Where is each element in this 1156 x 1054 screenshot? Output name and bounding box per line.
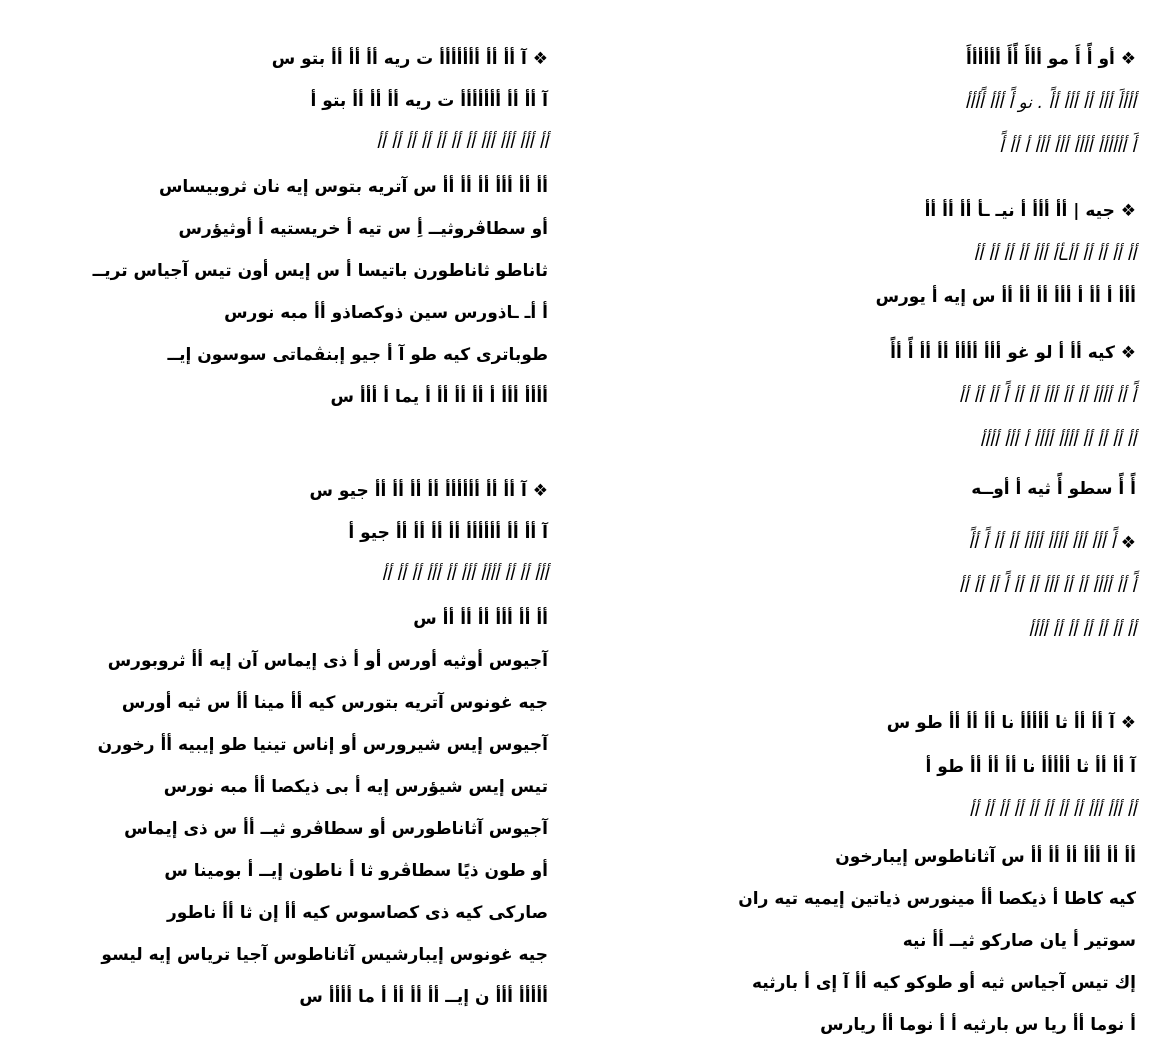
- text-line: جيه غونوس إيبارشيس آثاناطوس آجيا ترياس إيه ليسو: [101, 945, 548, 965]
- neume-line: أأ أأأ أأأ أأأ أأ أأ أأ أأ أأ أأ أأ: [375, 133, 548, 153]
- text-line: آ أأ أأ أأأأأأ أأ أأ أأ أأ جيو أ: [348, 523, 548, 543]
- neume-line: أَ أأأأأأ أأأأ أأأ أأأ أ أأ أً: [998, 137, 1136, 157]
- neume-line: ❖ أً أأأ أأأ أأأأ أأأأ أأ أأ أً أأً: [968, 533, 1136, 553]
- text-line: ❖ جيه | أأ أأأ أ نيـ ـأ أأ أأ أأ: [924, 201, 1136, 221]
- neume-line: أً أأ أأأأ أأ أأ أأأ أأ أأ أً أأ أأ أأ: [958, 577, 1136, 597]
- text-line: تيس إيس شيؤرس إيه أ بى ذيكصا أأ مبه نورس: [163, 777, 548, 797]
- text-line: أأ أأ أأأ أأ أأ أأ س: [413, 609, 548, 629]
- neume-line: أً أأ أأأأ أأ أأ أأأ أأ أأ أً أأ أأ أأ: [958, 387, 1136, 407]
- text-line: صاركى كيه ذى كصاسوس كيه أأ إن ثا أأ ناطور: [166, 903, 548, 923]
- text-line: أأأأ أأأ أ أأ أأ أأ أ يما أ أأأ س: [330, 387, 548, 407]
- text-line: أو طون ذيًا سطاڤرو ثا أ ناطون إيــ أ بومينا س: [164, 861, 548, 881]
- text-line: ثاناطو ثاناطورن باتيسا أ س إيس أون تيس آجياس تريــ: [92, 261, 548, 281]
- neume-line: أأأ أأ أأ أأأأ أأأ أأ أأأ أأ أأ أأ: [381, 565, 548, 585]
- text-line: أً أً سطو أً ثيه أ أوــه: [971, 479, 1136, 499]
- text-line: ❖ أو أً أَ مو أأأَ أًأَ أأأأأأَ: [966, 49, 1136, 69]
- text-line: ❖ آ أأ أأ أأأأأأأ ت ريه أأ أأ أأ بتو س: [271, 49, 548, 69]
- text-line: آ أأ أأ أأأأأأأ ت ريه أأ أأ أأ بتو أ: [310, 91, 548, 111]
- neume-line: أأ أأ أأ أأ أأأأ أأأأ أ أأأ أأأأ: [979, 431, 1136, 451]
- text-line: طوباترى كيه طو آ أ جيو إبنڤماتى سوسون إيــ: [167, 345, 548, 365]
- text-line: ❖ آ أأ أأ أأأأأأ أأ أأ أأ أأ جيو س: [309, 481, 548, 501]
- text-line: أأأ أ أأ أ أأأ أأ أأ أأ س إيه أ يورس: [875, 287, 1136, 307]
- text-line: أ نوما أأ ريا س بارثيه أ أ نوما أأ ريارس: [820, 1015, 1136, 1035]
- text-line: آجيوس آثاناطورس أو سطاڤرو ثيــ أأ س ذى إيماس: [124, 819, 548, 839]
- neume-line: أأأأَ أأأ أأ أأأ أأً . نو أً أأأ أًأأأ: [964, 93, 1136, 113]
- neume-line: أأ أأ أأ أأ أأ أأ أأأأ: [1028, 621, 1136, 641]
- text-line: جيه غونوس آتريه بتورس كيه أأ مينا أأ س ثيه أورس: [121, 693, 548, 713]
- text-line: سوتير أ يان صاركو ثيــ أأ نيه: [902, 931, 1136, 951]
- text-line: أأ أأ أأأ أأ أأ أأ س آثاناطوس إيبارخون: [835, 847, 1136, 867]
- text-line: أأأأأ أأأ ن إيــ أأ أأ أأ أ ما أأأأ س: [299, 987, 548, 1007]
- text-line: أأ أأ أأأ أأ أأ أأ س آتريه بتوس إيه نان ثروبيساس: [158, 177, 548, 197]
- text-line: كيه كاطا أ ذيكصا أأ مينورس ذياتين إيميه تيه ران: [738, 889, 1136, 909]
- text-line: ❖ كيه أأ أ لو غو أأأ أأأأ أأ أأ أً أأً: [890, 343, 1136, 363]
- text-line: أو سطاڤروثيــ أِ س تيه أ خريستيه أ أوثيؤرس: [178, 219, 548, 239]
- text-line: ❖ آ أأ أأ ثا أأأأأ نا أأ أأ أأ طو س: [886, 713, 1136, 733]
- neume-line: أأ أأأ أأأ أأ أأ أأ أأ أأ أأ أأ أأ: [968, 801, 1136, 821]
- text-line: آ أأ أأ ثا أأأأأ نا أأ أأ أأ طو أ: [925, 757, 1136, 777]
- text-line: آجيوس أوثيه أورس أو أ ذى إيماس آن إيه أأ ثروبورس: [107, 651, 548, 671]
- text-line: إك تيس آجياس ثيه أو طوكو كيه أأ آ إى أ بارثيه: [751, 973, 1136, 993]
- text-line: آجيوس إيس شيرورس أو إناس تينيا طو إيبيه أأ رخورن: [97, 735, 548, 755]
- neume-line: أأ أأ أأ أأ أأـأأ أأأ أأ أأ أأ أأ: [973, 245, 1136, 265]
- text-line: أ أـ ـاذورس سين ذوكصاذو أأ مبه نورس: [224, 303, 548, 323]
